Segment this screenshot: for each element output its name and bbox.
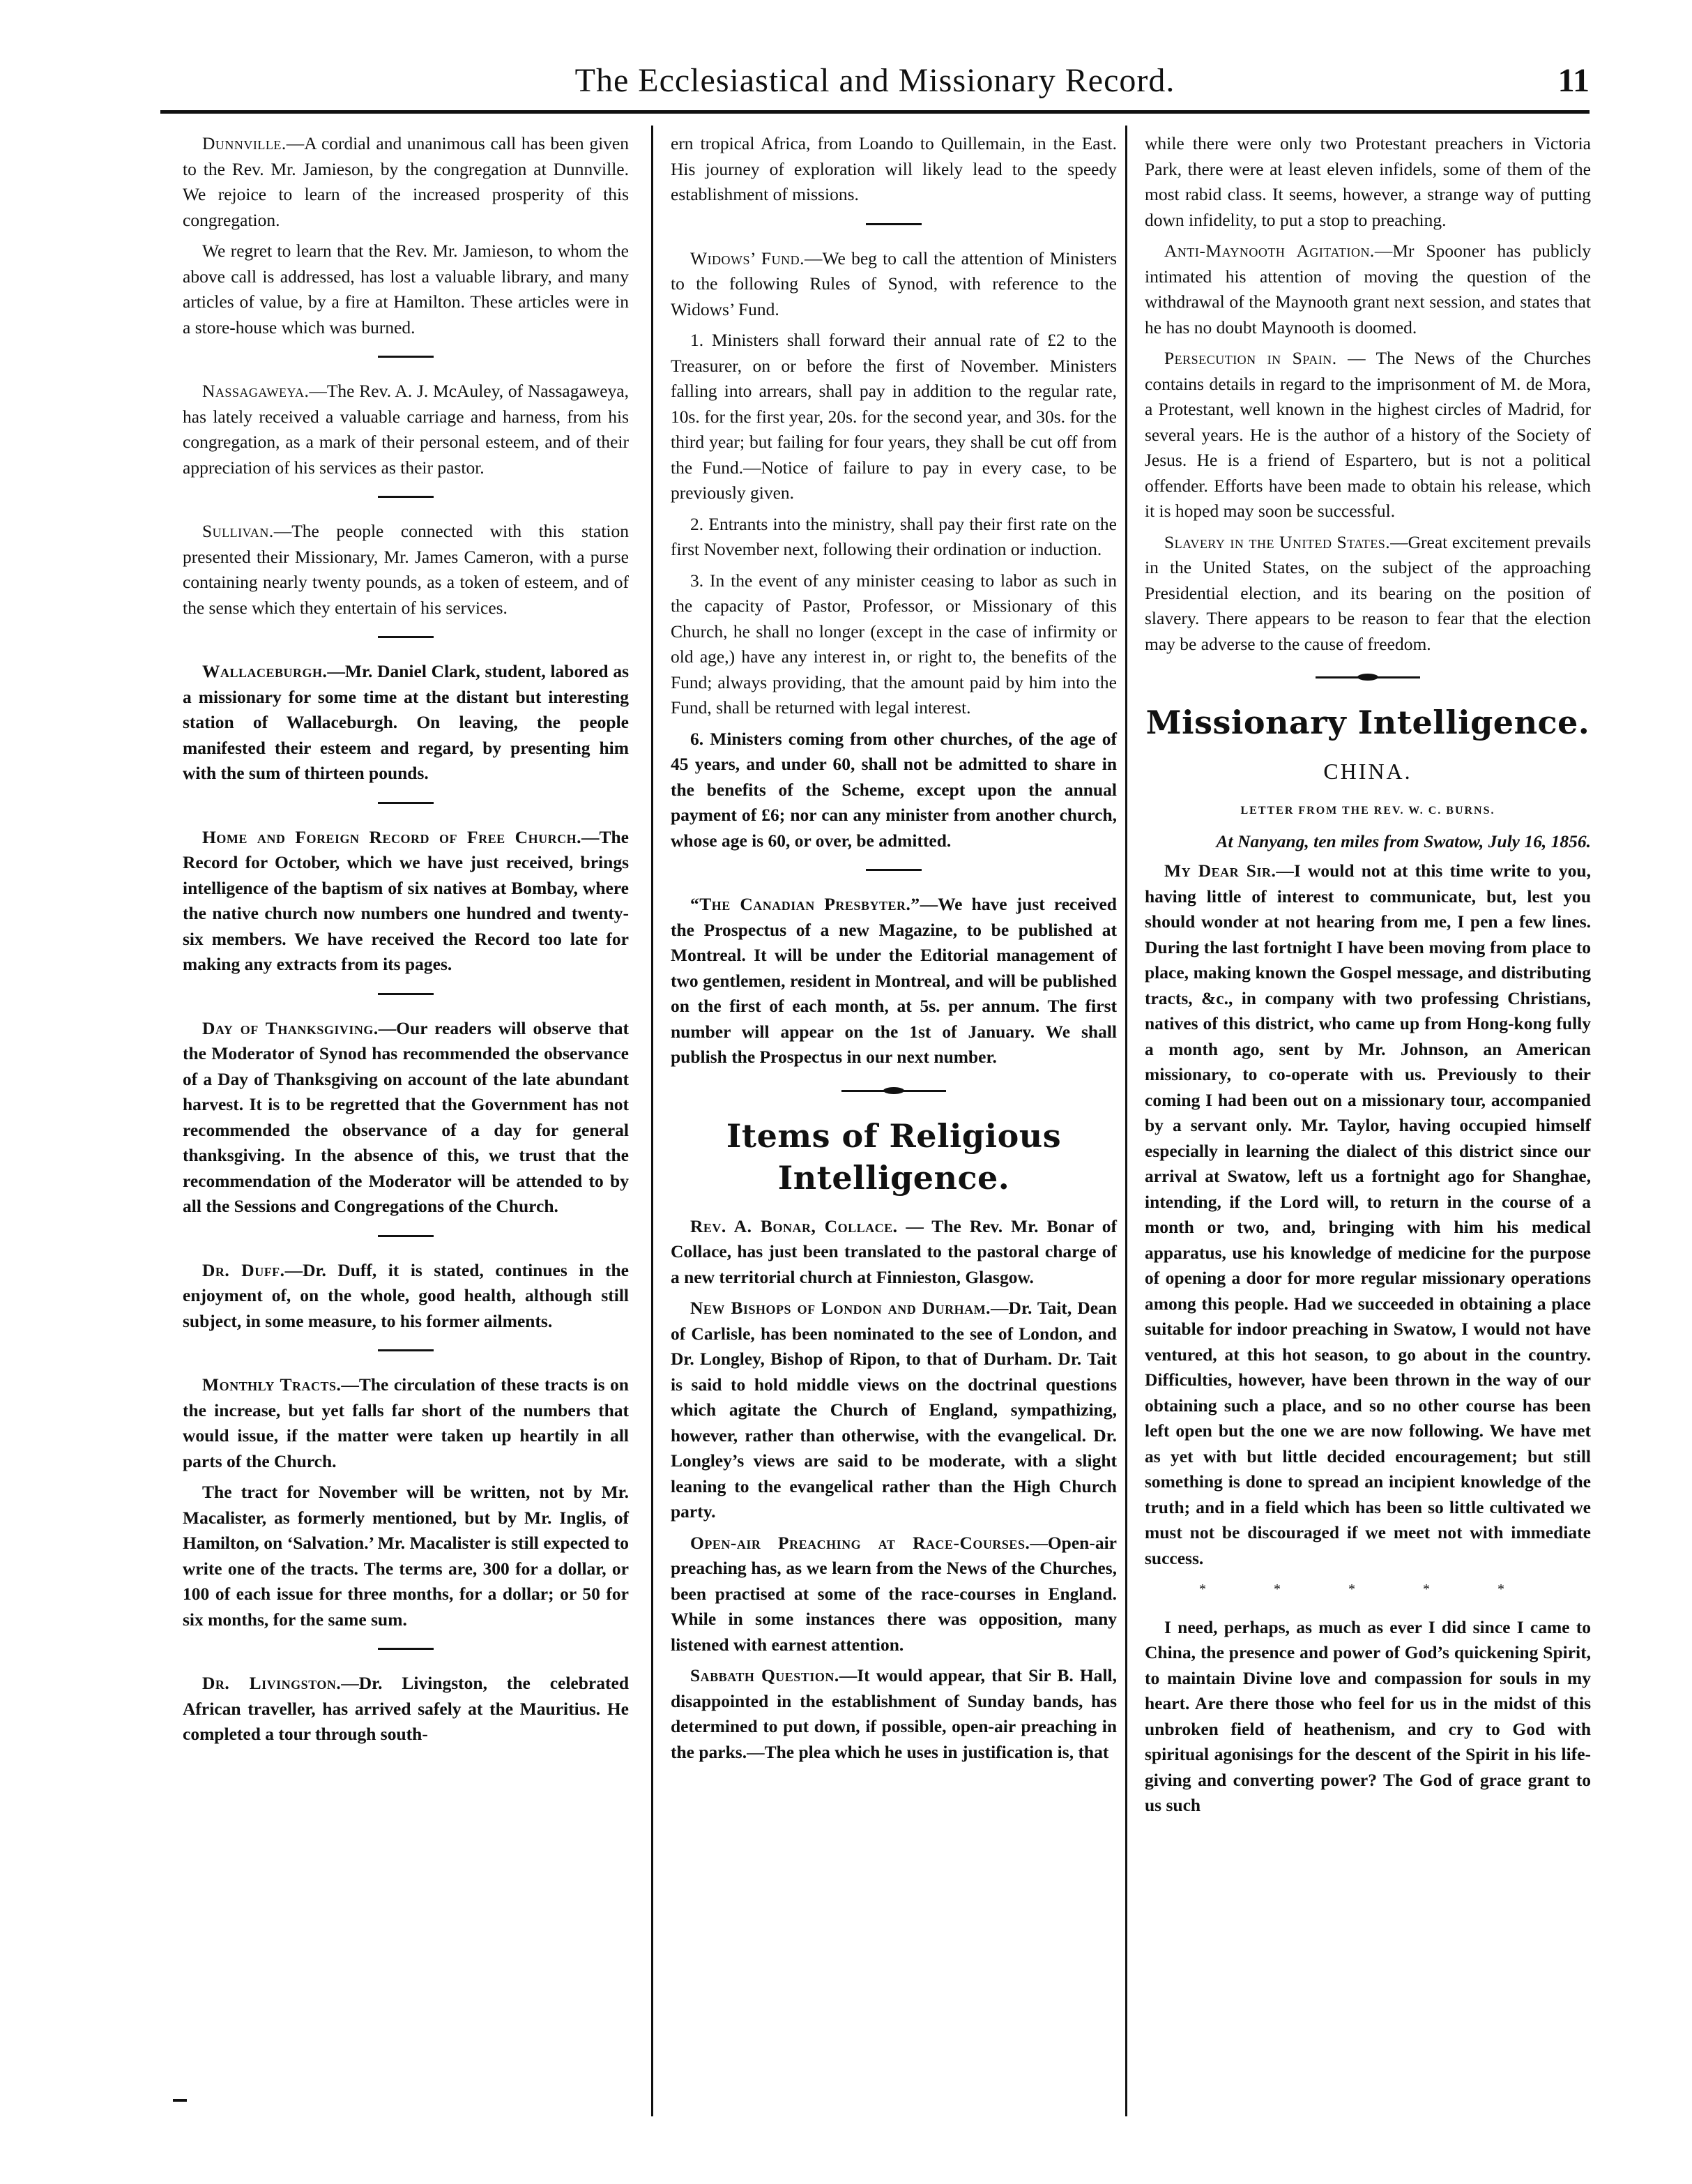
article-lead: Sabbath Question. xyxy=(690,1665,839,1685)
article-lead: Dr. Duff. xyxy=(202,1259,285,1280)
separator xyxy=(378,1648,434,1650)
separator xyxy=(378,356,434,358)
article-text: —Dr. Tait, Dean of Carlisle, has been nominated to the see of London, and Dr. Longley, Bishop of Ripon, to that of Durham. Dr. Tait is said to hold middle views on the doctrinal questions which agitate the Church of England, sympathizing, however, rather than otherwise, with the evangelical. Dr. Longley’s views are said to be moderate, with a slight leaning to the evangelical rather than the High Church party. xyxy=(671,1298,1118,1522)
article-text: —The people connected with this station presented their Missionary, Mr. James Cameron, with a purse containing nearly twenty pounds, as a token of esteem, and of the sense which they entertain of his services. xyxy=(183,521,629,618)
section-ornament xyxy=(841,1087,946,1094)
article-text: —We beg to call the attention of Ministers to the following Rules of Synod, with reference to the Widows’ Fund. xyxy=(671,248,1117,319)
article-tract-november xyxy=(183,1480,629,1632)
article-lead: Dunnville. xyxy=(202,133,287,153)
article-lead: New Bishops of London and Durham. xyxy=(690,1298,991,1318)
subheading-china: CHINA. xyxy=(1323,759,1412,784)
article-text: 1. Ministers shall forward their annual rate of £2 to the Treasurer, on or before the first of November. Ministers falling into arrears, shall pay in addition to the regular rate, 10s. for the first year, 20s. for the second year, and 30s. for the third year; but failing for four years, they shall be cut off from the Fund.—Notice of failure to pay in every case, to be previously given. xyxy=(671,330,1117,503)
article-lead: Persecution in Spain. xyxy=(1164,348,1337,368)
article-text: —Dr. Duff, it is stated, continues in the enjoyment of, on the whole, good health, although still subject, in some measure, to his former ailments. xyxy=(183,1259,629,1331)
separator xyxy=(378,802,434,804)
rule-2 xyxy=(671,512,1117,563)
article-sullivan xyxy=(183,519,629,621)
article-text: —We have just received the Prospectus of a new Magazine, to be published at Montreal. It will be under the Editorial management of two gentlemen, resident in Montreal, and will be published on the first of each month, at 5s. per annum. The first number will appear on the 1st of January. We shall publish the Prospectus in our next number. xyxy=(671,894,1117,1067)
article-livingston xyxy=(183,1671,629,1747)
article-monthly-tracts xyxy=(183,1372,629,1474)
rule-1 xyxy=(671,328,1117,506)
article-canadian-presbyter xyxy=(671,892,1117,1070)
article-dr-duff xyxy=(183,1258,629,1335)
article-text: I need, perhaps, as much as ever I did since I came to China, the presence and power of God’s quickening Spirit, to maintain Divine love and compassion for souls in my heart. Are there those who feel for us in the midst of this unbroken field of heathenism, and cry to God with spiritual agonisings for the descent of the Spirit in his life-giving and converting power? The God of grace grant to us such xyxy=(1145,1616,1591,1815)
article-text: ern tropical Africa, from Loando to Quillemain, in the East. His journey of exploration will likely lead to the speedy establishment of missions. xyxy=(671,133,1117,204)
letter-body-2 xyxy=(1145,1615,1591,1819)
column-1 xyxy=(183,131,629,1753)
column-2 xyxy=(671,131,1117,1770)
article-text: — The Rev. Mr. Bonar of Collace, has just been translated to the pastoral charge of a new territorial church at Finnieston, Glasgow. xyxy=(671,1215,1117,1287)
letter-heading: LETTER FROM THE REV. W. C. BURNS. xyxy=(1240,804,1495,817)
letter-dateline: At Nanyang, ten miles from Swatow, July 16, 1856. xyxy=(1216,831,1591,851)
article-nassagaweya xyxy=(183,379,629,480)
article-livingston-cont xyxy=(671,131,1117,208)
article-free-church-record xyxy=(183,825,629,978)
article-lead: Home and Foreign Record of Free Church. xyxy=(202,826,581,847)
article-bonar xyxy=(671,1214,1117,1291)
column-divider xyxy=(1125,126,1127,2116)
article-sabbath xyxy=(671,1663,1117,1765)
article-lead: Monthly Tracts. xyxy=(202,1374,342,1395)
article-lead: Wallaceburgh. xyxy=(202,661,328,681)
rule-3 xyxy=(671,568,1117,721)
article-lead: Rev. A. Bonar, Collace. xyxy=(690,1215,898,1236)
separator xyxy=(378,1349,434,1351)
article-open-air xyxy=(671,1531,1117,1658)
asterism: * * * * * xyxy=(1199,1582,1537,1597)
article-text: —Dr. Livingston, the celebrated African traveller, has arrived safely at the Mauritius. He completed a tour through south- xyxy=(183,1673,629,1744)
article-dunnville xyxy=(183,131,629,233)
article-lead: Open-air Preaching at Race-Courses. xyxy=(690,1532,1030,1553)
article-text: —A cordial and unanimous call has been given to the Rev. Mr. Jamieson, by the congregation at Dunnville. We rejoice to learn of the increased prosperity of this congregation. xyxy=(183,133,629,230)
article-text: 2. Entrants into the ministry, shall pay their first rate on the first November next, following their ordination or induction. xyxy=(671,513,1117,559)
separator xyxy=(378,993,434,995)
article-thanksgiving xyxy=(183,1016,629,1220)
article-slavery xyxy=(1145,530,1591,658)
article-new-bishops xyxy=(671,1296,1117,1525)
article-text: 3. In the event of any minister ceasing to labor as such in the capacity of Pastor, Professor, or Missionary of this Church, he shall no longer (except in the case of infirmity or old age,) have any interest in, or right to, the benefits of the Fund; always providing, that the amount paid by him into the Fund, shall be returned with legal interest. xyxy=(671,570,1117,718)
article-text: —Open-air preaching has, as we learn from the News of the Churches, been practised at some of the race-courses in England. While in some instances there was opposition, many listened with earnest attention. xyxy=(671,1532,1117,1655)
article-text: —Mr. Daniel Clark, student, labored as a missionary for some time at the distant but interesting station of Wallaceburgh. On leaving, the people manifested their esteem and regard, by presenting him with the sum of thirteen pounds. xyxy=(183,661,629,783)
article-text: — The News of the Churches contains details in regard to the imprisonment of M. de Mora, a Protestant, well known in the highest circles of Madrid, for several years. He is the author of a history of the Society of Jesus. He is a friend of Espartero, but is not a political offender. Efforts have been made to obtain his release, which it is hoped may soon be successful. xyxy=(1145,348,1591,521)
article-lead: Dr. Livingston. xyxy=(202,1673,342,1693)
article-text: —Mr Spooner has publicly intimated his attention of moving the question of the withdrawal of the Maynooth grant next session, and states that he has no doubt Maynooth is doomed. xyxy=(1145,241,1591,338)
article-lead: “The Canadian Presbyter.” xyxy=(690,894,920,914)
article-lead: Widows’ Fund. xyxy=(690,248,805,268)
separator xyxy=(378,496,434,498)
article-spain xyxy=(1145,346,1591,524)
column-divider xyxy=(651,126,653,2116)
article-text: —The Record for October, which we have just received, brings intelligence of the baptism of six natives at Bombay, where the native church now numbers one hundred and twenty-six members. We have received the Record too late for making any extracts from its pages. xyxy=(183,826,629,974)
page-mark xyxy=(173,2099,187,2102)
article-lead: Slavery in the United States. xyxy=(1164,531,1391,552)
article-lead: Sullivan. xyxy=(202,521,274,541)
article-text: —I would not at this time write to you, having little of interest to communicate, but, lest you should wonder at not hearing from me, I pen a few lines. During the last fortnight I have been moving from place to place, making known the Gospel message, and distributing tracts, &c., in company with two professing Christians, natives of this district, who came up from Hong-kong fully a month ago, sent by Mr. Johnson, an American missionary, to co-operate with us. Previously to their coming I had been out on a missionary tour, accompanied by a servant only. Mr. Taylor, having occupied himself especially in learning the dialect of this district since our arrival at Swatow, left us a fortnight ago for Shanghae, intending, if the Lord will, to return in the course of a month or two, and, bringing with him his medical apparatus, use his knowledge of medicine for the purpose of opening a door for more regular missionary operations among this people. Had we succeeded in obtaining a place suitable for indoor preaching in Swatow, I would not have ventured, at this hot season, to go about in the country. Difficulties, however, have been thrown in the way of our obtaining such a place, and so no other course has been left open but the one we are now following. We have met as yet with but little decided encouragement; but still something is done to spread an incipient knowledge of the truth; and in a field which has been so little cultivated we must not be discouraged if we meet not with immediate success. xyxy=(1145,860,1591,1568)
article-lead: Anti-Maynooth Agitation. xyxy=(1164,241,1375,261)
article-maynooth xyxy=(1145,238,1591,340)
article-text: —Great excitement prevails in the United States, on the subject of the approaching Presidential election, and its bearing on the position of slavery. There appears to be reason to fear that the election may be adverse to the cause of freedom. xyxy=(1145,531,1591,654)
article-text: —It would appear, that Sir B. Hall, disappointed in the establishment of Sunday bands, has determined to put down, if possible, open-air preaching in the parks.—The plea which he uses in justification is, that xyxy=(671,1665,1117,1762)
journal-title: The Ecclesiastical and Missionary Record. xyxy=(574,62,1175,99)
article-text: 6. Ministers coming from other churches, of the age of 45 years, and under 60, shall not be admitted to share in the benefits of the Scheme, except upon the annual payment of £6; nor can any minister from another church, whose age is 60, or over, be admitted. xyxy=(671,728,1117,851)
article-text: while there were only two Protestant preachers in Victoria Park, there were at least eleven infidels, some of them of the most rabid class. It seems, however, a strange way of putting down infidelity, to put a stop to preaching. xyxy=(1145,133,1591,230)
article-dunnville-fire xyxy=(183,238,629,340)
article-text: —The circulation of these tracts is on the increase, but yet falls far short of the numbers that would issue, if the matter were taken up heartily in all parts of the Church. xyxy=(183,1374,629,1471)
separator xyxy=(866,223,922,225)
article-lead: My Dear Sir. xyxy=(1164,860,1276,881)
article-wallaceburgh xyxy=(183,659,629,787)
rule-6 xyxy=(671,727,1117,854)
page-number: 11 xyxy=(1557,62,1590,99)
separator xyxy=(378,1235,434,1237)
section-heading-religious: Items of Religious Intelligence. xyxy=(726,1116,1062,1197)
article-widows-fund xyxy=(671,246,1117,323)
article-text: The tract for November will be written, not by Mr. Macalister, as formerly mentioned, but by Mr. Inglis, of Hamilton, on ‘Salvation.’ Mr. Macalister is still expected to write one of the tracts. The terms are, 300 for a dollar, or 100 of each issue for three months, for a dollar; or 50 for six months, for the same sum. xyxy=(183,1482,629,1630)
column-3 xyxy=(1145,131,1591,1824)
separator xyxy=(378,636,434,638)
article-text: We regret to learn that the Rev. Mr. Jamieson, to whom the above call is addressed, has lost a valuable library, and many articles of value, by a fire at Hamilton. These articles were in a store-house which was burned. xyxy=(183,241,629,338)
article-lead: Day of Thanksgiving. xyxy=(202,1017,379,1038)
page-header xyxy=(160,61,1590,110)
header-rule xyxy=(160,110,1590,114)
section-ornament xyxy=(1316,674,1420,681)
article-text: —The Rev. A. J. McAuley, of Nassagaweya, has lately received a valuable carriage and harness, from his congregation, as a mark of their personal esteem, and of their appreciation of his services as their pastor. xyxy=(183,381,629,478)
article-lead: Nassagaweya. xyxy=(202,381,310,401)
separator xyxy=(866,869,922,871)
section-heading-missionary: Missionary Intelligence. xyxy=(1145,704,1590,741)
letter-body-1 xyxy=(1145,858,1591,1571)
article-text: —Our readers will observe that the Moderator of Synod has recommended the observance of a Day of Thanksgiving on account of the late abundant harvest. It is to be regretted that the Government has not recommended the observance of a day for general thanksgiving. In the absence of this, we trust that the recommendation of the Moderator will be attended to by all the Sessions and Congregations of the Church. xyxy=(183,1017,630,1216)
article-sabbath-cont xyxy=(1145,131,1591,233)
